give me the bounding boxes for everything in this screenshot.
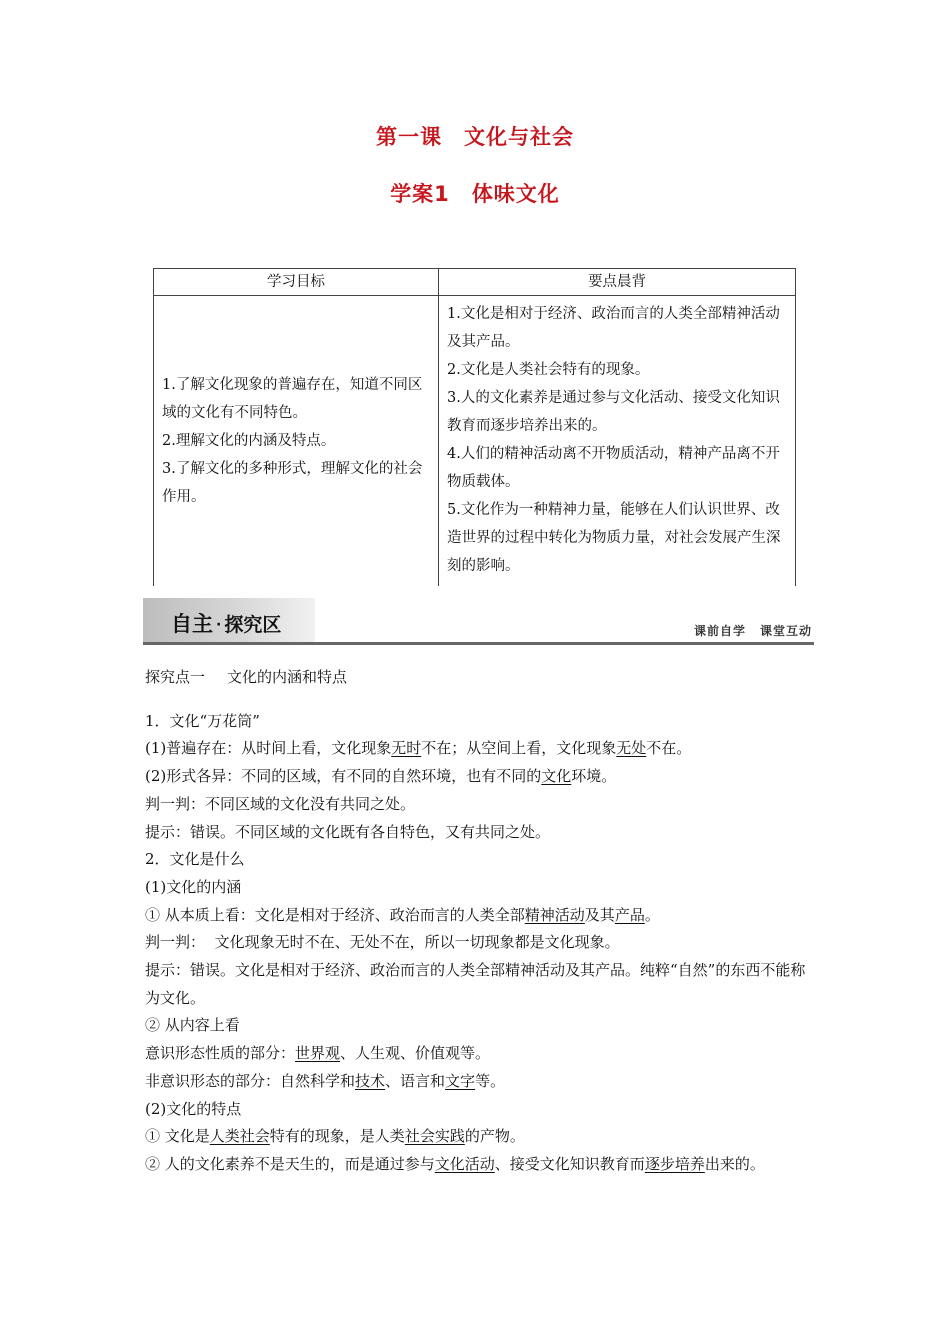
text: 、语言和: [385, 1071, 446, 1090]
text: ① 文化是: [145, 1127, 210, 1146]
banner-main-text: 自主: [171, 612, 213, 636]
text: 出来的。: [704, 1154, 765, 1173]
text: 特有的现象，是人类: [269, 1127, 405, 1146]
lesson-title: [0, 121, 950, 151]
answer-blank: 技术: [355, 1071, 386, 1090]
line-3: [145, 763, 815, 791]
answer-blank: 世界观: [295, 1044, 341, 1063]
section-banner: [143, 598, 814, 645]
case-title: [0, 178, 950, 208]
point-item: 1.文化是相对于经济、政治而言的人类全部精神活动及其产品。: [447, 306, 780, 350]
lesson-name: 文化与社会: [464, 125, 574, 149]
line-13: [145, 1068, 815, 1096]
answer-blank: 人类社会: [209, 1127, 270, 1146]
lesson-number: 第一课: [376, 125, 442, 149]
point-item: 2.文化是人类社会特有的现象。: [447, 362, 650, 378]
main-content: [145, 664, 815, 1179]
banner-tags: [694, 622, 812, 639]
text: ② 人的文化素养不是天生的，而是通过参与: [145, 1154, 435, 1173]
line-11: ② 从内容上看: [145, 1016, 240, 1035]
banner-tag-preview: 课前自学: [693, 624, 746, 638]
case-number: 学案1: [390, 182, 450, 206]
text: ① 从本质上看：文化是相对于经济、政治而言的人类全部: [145, 905, 525, 924]
answer-blank: 文化活动: [434, 1154, 495, 1173]
goal-item: 2.理解文化的内涵及特点。: [162, 433, 336, 449]
line-10: 提示：错误。文化是相对于经济、政治而言的人类全部精神活动及其产品。纯粹“自然”的东西不能称为文化。: [145, 961, 806, 1007]
banner-tag-interaction: 课堂互动: [759, 624, 812, 638]
line-12: [145, 1040, 815, 1068]
key-points-cell: [439, 296, 796, 587]
text: 及其: [584, 905, 615, 924]
text: 。: [644, 905, 660, 924]
line-6: 2．文化是什么: [145, 850, 245, 869]
text: 的产物。: [464, 1127, 525, 1146]
line-4: 判一判：不同区域的文化没有共同之处。: [145, 794, 416, 813]
case-name: 体味文化: [471, 182, 560, 206]
section-title: 文化的内涵和特点: [227, 668, 348, 686]
answer-blank: 精神活动: [524, 905, 585, 924]
banner-title: [171, 608, 281, 638]
text: 判一判：: [145, 933, 206, 952]
section-heading: [145, 664, 815, 692]
text: 等。: [475, 1071, 506, 1090]
line-2: [145, 735, 815, 763]
answer-blank: 无处: [616, 739, 647, 758]
header-learning-goals: 学习目标: [154, 269, 439, 296]
line-8: [145, 902, 815, 930]
table-body-row: [154, 296, 796, 587]
point-item: 5.文化作为一种精神力量，能够在人们认识世界、改造世界的过程中转化为物质力量，对社会发展产生深刻的影响。: [447, 502, 781, 574]
text: 、接受文化知识教育而: [494, 1154, 645, 1173]
section-number: 探究点一: [145, 668, 206, 686]
banner-sub-text: 探究区: [224, 614, 282, 636]
text: 意识形态性质的部分：: [145, 1044, 296, 1063]
line-16: [145, 1151, 815, 1179]
line-7: (1)文化的内涵: [145, 877, 242, 896]
learning-goals-cell: [154, 296, 439, 587]
goals-table: [153, 268, 796, 586]
line-14: (2)文化的特点: [145, 1099, 242, 1118]
text: 环境。: [571, 767, 617, 786]
text: 不在；从空间上看，文化现象: [421, 739, 617, 758]
table-header-row: [154, 269, 796, 296]
header-key-points: 要点晨背: [439, 269, 796, 296]
text: (1)普遍存在：从时间上看，文化现象: [145, 739, 392, 758]
line-15: [145, 1123, 815, 1151]
answer-blank: 社会实践: [404, 1127, 465, 1146]
text: 、人生观、价值观等。: [340, 1044, 491, 1063]
banner-dot: ·: [216, 617, 222, 633]
text: 不在。: [646, 739, 692, 758]
line-1: 1．文化“万花筒”: [145, 711, 260, 730]
text: 非意识形态的部分：自然科学和: [145, 1071, 356, 1090]
answer-blank: 产品: [614, 905, 645, 924]
answer-blank: 逐步培养: [644, 1154, 705, 1173]
text: 文化现象无时不在、无处不在，所以一切现象都是文化现象。: [214, 933, 620, 952]
goal-item: 3.了解文化的多种形式，理解文化的社会作用。: [162, 461, 423, 505]
line-9: [145, 929, 815, 957]
answer-blank: 文化: [541, 767, 572, 786]
answer-blank: 文字: [445, 1071, 476, 1090]
goal-item: 1.了解文化现象的普遍存在，知道不同区域的文化有不同特色。: [162, 377, 423, 421]
text: (2)形式各异：不同的区域，有不同的自然环境，也有不同的: [145, 767, 542, 786]
point-item: 3.人的文化素养是通过参与文化活动、接受文化知识教育而逐步培养出来的。: [447, 390, 780, 434]
point-item: 4.人们的精神活动离不开物质活动，精神产品离不开物质载体。: [447, 446, 780, 490]
line-5: 提示：错误。不同区域的文化既有各自特色，又有共同之处。: [145, 822, 551, 841]
answer-blank: 无时: [391, 739, 422, 758]
